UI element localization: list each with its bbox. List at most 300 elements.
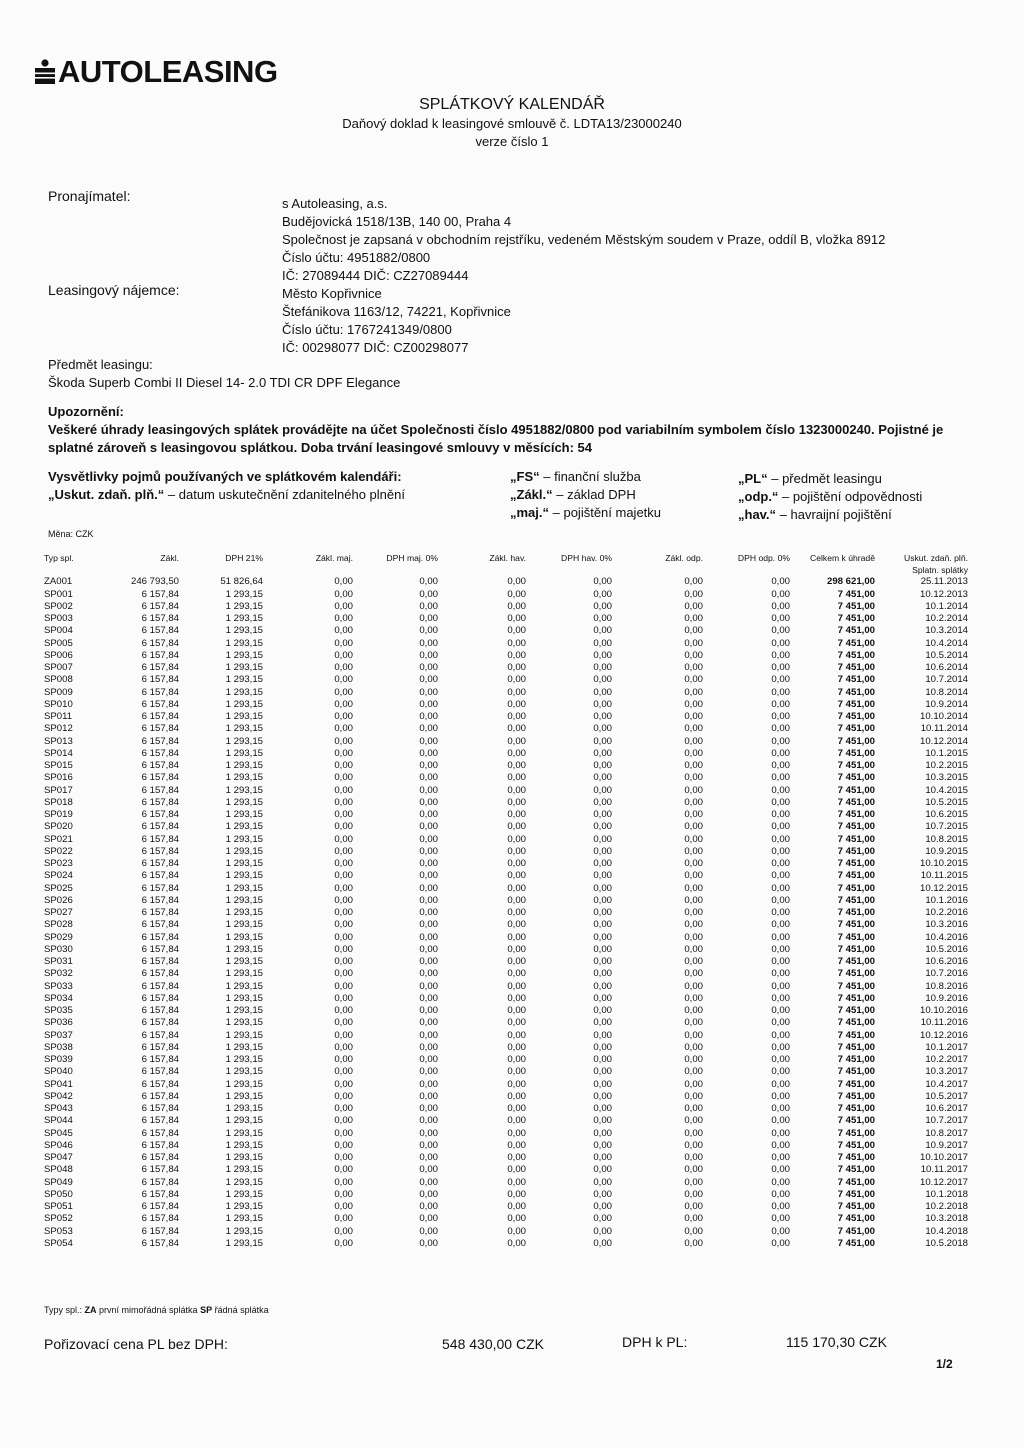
table-cell: 0,00 [593,1017,612,1029]
table-cell: 0,00 [771,1201,790,1212]
table-cell: 0,00 [334,821,353,833]
types-note-za-text: první mimořádná splátka [96,1305,201,1315]
table-cell: 0,00 [419,649,438,661]
table-row [44,932,968,944]
table-cell: 0,00 [771,1029,790,1041]
table-cell: 7 451,00 [837,870,875,882]
table-cell: 0,00 [593,992,612,1004]
col-header-vat-maj: DPH maj. 0% [386,552,438,563]
table-cell: 0,00 [771,1164,790,1176]
table-cell: 7 451,00 [837,931,875,943]
table-cell: 0,00 [334,1237,353,1249]
legend-maj [510,504,661,522]
legend-maj-def: – pojištění majetku [549,505,662,520]
table-row [44,809,968,821]
table-cell: 0,00 [334,1115,353,1127]
table-cell: 7 451,00 [837,662,875,673]
table-cell: 1 293,15 [225,870,263,882]
notice-text: Veškeré úhrady leasingových splátek provádějte na účet Společnosti číslo 4951882/0800 pod variabilním symbolem číslo 1323000240. Pojistné je splatné zároveň s leasingovou splátkou. Doba trvání leasingové smlouvy v měsících: 54 [48,422,944,455]
table-cell: 0,00 [593,919,612,931]
table-cell: 25.11.2013 [920,576,968,588]
table-cell: 0,00 [684,662,703,673]
table-row [44,1017,968,1029]
table-cell: 0,00 [771,1017,790,1029]
table-cell: 0,00 [593,576,612,588]
table-row [44,846,968,858]
table-cell: 6 157,84 [141,1090,179,1102]
table-cell: 0,00 [684,784,703,796]
table-cell: 6 157,84 [141,1103,179,1114]
table-cell: 1 293,15 [225,1005,263,1016]
table-cell: 0,00 [771,625,790,637]
table-cell: 0,00 [593,894,612,906]
table-cell: 6 157,84 [141,1029,179,1041]
lessor-name: s Autoleasing, a.s. [282,196,388,211]
table-cell: 0,00 [771,723,790,735]
table-row [44,1177,968,1189]
table-cell: 0,00 [771,870,790,882]
table-cell: 0,00 [419,1066,438,1078]
table-cell: 7 451,00 [837,882,875,894]
table-cell: 10.1.2018 [925,1188,968,1200]
table-cell: 0,00 [507,1029,526,1041]
table-cell: 7 451,00 [837,1188,875,1200]
table-cell: 6 157,84 [141,674,179,686]
table-cell: 0,00 [334,674,353,686]
table-cell: 0,00 [334,907,353,918]
table-cell: 6 157,84 [141,809,179,820]
table-cell: SP042 [44,1090,73,1102]
table-cell: 0,00 [419,968,438,980]
table-cell: 0,00 [593,1237,612,1249]
table-cell: 6 157,84 [141,1188,179,1200]
table-cell: 6 157,84 [141,1054,179,1065]
table-cell: 1 293,15 [225,919,263,931]
table-cell: 0,00 [334,1201,353,1212]
table-cell: 298 621,00 [826,576,875,588]
table-cell: 0,00 [593,931,612,943]
table-cell: 0,00 [507,1213,526,1225]
table-cell: 0,00 [507,784,526,796]
table-cell: 0,00 [684,613,703,624]
table-cell: 0,00 [684,637,703,649]
table-cell: 6 157,84 [141,1115,179,1127]
table-cell: 0,00 [593,1201,612,1212]
table-cell: 0,00 [771,1152,790,1163]
table-cell: 0,00 [507,1066,526,1078]
table-cell: 10.4.2014 [925,637,968,649]
table-cell: 0,00 [684,858,703,869]
table-cell: SP013 [44,735,73,747]
table-row [44,748,968,760]
document-title: SPLÁTKOVÝ KALENDÁŘ [419,96,605,113]
table-cell: 10.6.2017 [925,1103,968,1114]
table-cell: SP047 [44,1152,73,1163]
table-cell: 6 157,84 [141,968,179,980]
table-cell: 6 157,84 [141,662,179,673]
table-cell: 10.12.2014 [919,735,968,747]
table-cell: 7 451,00 [837,723,875,735]
table-cell: 10.3.2014 [925,625,968,637]
table-cell: 1 293,15 [225,1066,263,1078]
table-cell: 0,00 [419,821,438,833]
table-cell: 0,00 [684,1115,703,1127]
table-cell: 10.5.2017 [925,1090,968,1102]
table-cell: 10.11.2014 [920,723,968,735]
table-cell: 0,00 [334,882,353,894]
table-cell: 0,00 [507,1164,526,1176]
table-cell: 10.11.2017 [920,1164,968,1176]
table-cell: SP024 [44,870,73,882]
table-cell: 0,00 [684,1029,703,1041]
table-cell: 0,00 [419,698,438,710]
table-cell: 1 293,15 [225,1176,263,1188]
table-cell: 0,00 [684,882,703,894]
table-cell: 0,00 [507,1139,526,1151]
table-cell: 1 293,15 [225,1152,263,1163]
table-cell: 0,00 [334,1176,353,1188]
col-header-due: Splatn. splátky [912,565,968,575]
table-cell: 6 157,84 [141,723,179,735]
table-row [44,919,968,931]
table-cell: 0,00 [334,845,353,857]
table-body [44,576,968,1250]
table-cell: 0,00 [771,931,790,943]
table-cell: 7 451,00 [837,1164,875,1176]
table-cell: 0,00 [419,711,438,722]
table-cell: 7 451,00 [837,1225,875,1237]
table-cell: 0,00 [507,858,526,869]
table-cell: 0,00 [684,711,703,722]
table-cell: 7 451,00 [837,1176,875,1188]
legend-uskut [48,486,405,504]
table-cell: 10.7.2015 [925,821,968,833]
table-cell: 6 157,84 [141,796,179,808]
table-cell: 0,00 [507,833,526,845]
legend-left [48,468,405,504]
table-cell: 0,00 [334,698,353,710]
table-cell: 0,00 [771,919,790,931]
table-cell: 7 451,00 [837,1029,875,1041]
table-row [44,785,968,797]
table-cell: 0,00 [419,1041,438,1053]
table-cell: 0,00 [771,858,790,869]
table-cell: 0,00 [507,1090,526,1102]
table-cell: 0,00 [334,894,353,906]
table-row [44,638,968,650]
table-cell: 1 293,15 [225,674,263,686]
table-cell: 0,00 [684,931,703,943]
table-row [44,1213,968,1225]
table-cell: 0,00 [507,613,526,624]
table-cell: 0,00 [419,833,438,845]
table-cell: 7 451,00 [837,1152,875,1163]
table-cell: 10.10.2015 [919,858,968,869]
table-cell: 0,00 [334,723,353,735]
table-cell: 0,00 [334,992,353,1004]
table-cell: 0,00 [771,760,790,771]
table-cell: SP048 [44,1164,73,1176]
table-row [44,1128,968,1140]
table-cell: 0,00 [334,1139,353,1151]
table-cell: 0,00 [771,784,790,796]
table-cell: 1 293,15 [225,1029,263,1041]
table-cell: 0,00 [334,649,353,661]
table-cell: 1 293,15 [225,907,263,918]
table-cell: 0,00 [684,1054,703,1065]
table-cell: 0,00 [684,698,703,710]
legend-pl-def: – předmět leasingu [767,471,882,486]
table-cell: 10.5.2018 [925,1237,968,1249]
table-cell: 0,00 [684,747,703,759]
table-cell: 0,00 [684,992,703,1004]
table-cell: 6 157,84 [141,600,179,612]
table-cell: 6 157,84 [141,1225,179,1237]
table-cell: 6 157,84 [141,784,179,796]
table-cell: 0,00 [771,1139,790,1151]
col-header-base-maj: Zákl. maj. [315,552,353,563]
table-cell: 0,00 [419,1176,438,1188]
table-cell: 10.10.2014 [919,711,968,722]
table-cell: 0,00 [419,1029,438,1041]
table-cell: SP026 [44,894,73,906]
table-cell: 0,00 [507,735,526,747]
table-cell: 10.3.2018 [925,1213,968,1225]
table-cell: 7 451,00 [837,1017,875,1029]
table-cell: 1 293,15 [225,723,263,735]
table-cell: 0,00 [771,809,790,820]
table-cell: 6 157,84 [141,919,179,931]
table-cell: SP002 [44,600,73,612]
table-row [44,1054,968,1066]
subject-label: Předmět leasingu: [48,357,153,372]
lessee-account: Číslo účtu: 1767241349/0800 [282,322,452,337]
table-cell: 1 293,15 [225,894,263,906]
table-cell: 0,00 [593,1188,612,1200]
table-cell: 0,00 [419,1127,438,1139]
table-cell: 0,00 [684,1237,703,1249]
table-cell: 0,00 [684,576,703,588]
table-cell: 0,00 [419,1139,438,1151]
table-cell: 7 451,00 [837,919,875,931]
lessor-ids: IČ: 27089444 DIČ: CZ27089444 [282,268,469,283]
table-row [44,968,968,980]
table-cell: 6 157,84 [141,1041,179,1053]
table-cell: SP021 [44,833,73,845]
table-cell: 0,00 [419,686,438,698]
legend-fs [510,468,661,486]
col-header-total: Celkem k úhradě [810,552,875,563]
table-cell: SP039 [44,1054,73,1065]
table-cell: 1 293,15 [225,943,263,955]
table-cell: 7 451,00 [837,747,875,759]
table-cell: 1 293,15 [225,845,263,857]
table-cell: 1 293,15 [225,1237,263,1249]
table-cell: 7 451,00 [837,1066,875,1078]
table-cell: SP009 [44,686,73,698]
table-row [44,1103,968,1115]
types-note-sp: SP [200,1305,213,1315]
lessee-label: Leasingový nájemce: [48,282,180,298]
table-cell: 1 293,15 [225,1139,263,1151]
table-cell: 0,00 [507,1127,526,1139]
table-cell: 0,00 [334,1054,353,1065]
table-cell: 0,00 [684,1164,703,1176]
table-cell: 0,00 [334,919,353,931]
table-cell: 0,00 [334,1041,353,1053]
table-cell: 7 451,00 [837,992,875,1004]
table-cell: 7 451,00 [837,845,875,857]
table-row [44,662,968,674]
table-cell: 0,00 [593,784,612,796]
table-cell: 6 157,84 [141,711,179,722]
table-cell: SP001 [44,588,73,600]
table-cell: 6 157,84 [141,588,179,600]
table-cell: 0,00 [334,686,353,698]
table-cell: 10.2.2017 [925,1054,968,1065]
table-row [44,1066,968,1078]
table-cell: 6 157,84 [141,845,179,857]
table-cell: 0,00 [419,723,438,735]
table-cell: 6 157,84 [141,760,179,771]
table-cell: SP019 [44,809,73,820]
table-cell: 0,00 [771,1054,790,1065]
table-cell: 0,00 [593,968,612,980]
table-cell: 0,00 [593,1139,612,1151]
table-cell: 7 451,00 [837,600,875,612]
table-cell: 0,00 [419,637,438,649]
table-cell: 0,00 [593,870,612,882]
table-cell: 10.2.2015 [925,760,968,771]
table-cell: 6 157,84 [141,1078,179,1090]
table-cell: 10.9.2015 [925,845,968,857]
table-row [44,601,968,613]
table-cell: 0,00 [507,723,526,735]
table-cell: 0,00 [771,588,790,600]
table-cell: 0,00 [593,649,612,661]
table-cell: 0,00 [593,943,612,955]
table-cell: SP030 [44,943,73,955]
legend-pl-term: „PL“ [738,471,768,486]
table-cell: SP007 [44,662,73,673]
table-cell: 0,00 [684,1066,703,1078]
table-cell: 6 157,84 [141,735,179,747]
table-cell: 0,00 [593,833,612,845]
table-cell: 1 293,15 [225,686,263,698]
table-cell: 0,00 [771,1103,790,1114]
table-cell: 0,00 [507,931,526,943]
table-cell: 1 293,15 [225,1054,263,1065]
table-cell: 0,00 [334,1103,353,1114]
notice-title: Upozornění: [48,404,124,419]
table-cell: 0,00 [334,613,353,624]
table-row [44,1226,968,1238]
table-cell: 0,00 [771,833,790,845]
table-cell: 0,00 [419,845,438,857]
table-cell: 0,00 [593,1066,612,1078]
table-cell: 0,00 [593,588,612,600]
table-cell: 0,00 [593,1054,612,1065]
lessee-address: Štefánikova 1163/12, 74221, Kopřivnice [282,304,511,319]
table-cell: 10.5.2015 [925,796,968,808]
table-cell: 7 451,00 [837,686,875,698]
table-cell: 7 451,00 [837,796,875,808]
table-row [44,1115,968,1127]
col-header-vat-odp: DPH odp. 0% [737,552,790,563]
table-cell: 0,00 [771,600,790,612]
table-cell: SP006 [44,649,73,661]
table-cell: 0,00 [593,980,612,992]
table-cell: 0,00 [593,747,612,759]
table-row [44,797,968,809]
payment-schedule-table [44,551,968,1250]
table-cell: 0,00 [684,845,703,857]
table-cell: SP033 [44,980,73,992]
table-row [44,956,968,968]
table-cell: 0,00 [419,992,438,1004]
table-cell: 7 451,00 [837,1078,875,1090]
table-cell: 0,00 [771,1115,790,1127]
lessee-ids: IČ: 00298077 DIČ: CZ00298077 [282,340,469,355]
table-cell: 0,00 [593,1115,612,1127]
table-cell: 0,00 [419,1201,438,1212]
table-cell: 0,00 [684,870,703,882]
table-cell: SP049 [44,1176,73,1188]
table-cell: 0,00 [771,637,790,649]
lessor-address: Budějovická 1518/13B, 140 00, Praha 4 [282,214,512,229]
table-cell: 0,00 [334,576,353,588]
table-cell: 0,00 [771,1127,790,1139]
table-cell: 0,00 [771,943,790,955]
price-label: Pořizovací cena PL bez DPH: [44,1336,228,1352]
table-cell: 0,00 [334,1164,353,1176]
table-cell: ZA001 [44,576,73,588]
legend-zakl-term: „Zákl.“ [510,487,553,502]
table-cell: 7 451,00 [837,613,875,624]
table-cell: 6 157,84 [141,907,179,918]
table-cell: 0,00 [771,674,790,686]
lessee-block [282,285,511,357]
table-cell: 10.10.2016 [919,1005,968,1016]
table-cell: 0,00 [684,1201,703,1212]
table-row [44,613,968,625]
table-cell: 0,00 [419,747,438,759]
types-note [44,1305,269,1315]
table-row [44,772,968,784]
table-cell: 6 157,84 [141,1164,179,1176]
table-cell: 1 293,15 [225,649,263,661]
table-cell: 0,00 [419,1103,438,1114]
table-cell: 1 293,15 [225,588,263,600]
table-cell: 6 157,84 [141,931,179,943]
table-cell: 1 293,15 [225,662,263,673]
table-cell: 0,00 [334,1066,353,1078]
table-cell: 0,00 [419,1225,438,1237]
table-cell: 7 451,00 [837,907,875,918]
table-cell: 0,00 [334,1017,353,1029]
table-cell: 0,00 [507,1225,526,1237]
table-cell: 0,00 [334,1005,353,1016]
table-cell: 0,00 [419,1152,438,1163]
table-cell: 0,00 [334,1188,353,1200]
table-row [44,1042,968,1054]
table-cell: 0,00 [334,747,353,759]
table-cell: 0,00 [334,1127,353,1139]
table-cell: 6 157,84 [141,649,179,661]
table-cell: 0,00 [419,760,438,771]
table-cell: 1 293,15 [225,931,263,943]
table-cell: SP016 [44,772,73,784]
